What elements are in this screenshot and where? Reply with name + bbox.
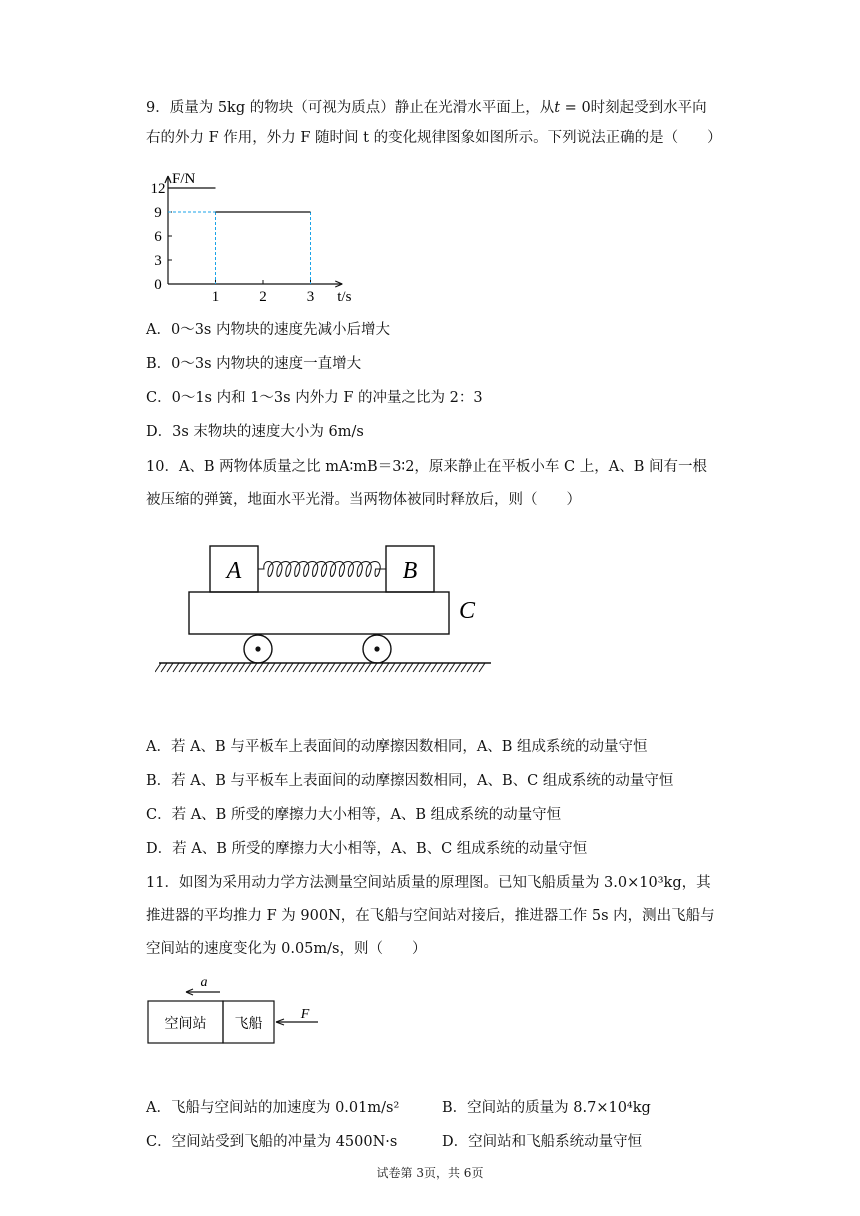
- hatch-line: [425, 663, 431, 672]
- page-footer: 试卷第 3页，共 6页: [376, 1166, 484, 1180]
- y-axis-label: F/N: [172, 171, 196, 187]
- q11-option-b[interactable]: B．空间站的质量为 8.7×10⁴kg: [442, 1100, 651, 1116]
- y-tick-label: 3: [154, 253, 162, 269]
- hatch-line: [155, 663, 161, 672]
- hatch-line: [299, 663, 305, 672]
- hatch-line: [263, 663, 269, 672]
- hatch-line: [371, 663, 377, 672]
- hatch-line: [215, 663, 221, 672]
- q10-option-d[interactable]: D．若 A、B 所受的摩擦力大小相等，A、B、C 组成系统的动量守恒: [146, 841, 588, 857]
- q9-stem-line1: 9．质量为 5kg 的物块（可视为质点）静止在光滑水平面上，从t = 0时刻起受到水平向: [146, 100, 707, 116]
- hatch-line: [191, 663, 197, 672]
- block-b-label: B: [402, 558, 418, 584]
- hatch-line: [479, 663, 485, 672]
- hatch-line: [161, 663, 167, 672]
- hatch-line: [245, 663, 251, 672]
- spring-coil: [258, 562, 386, 577]
- hatch-line: [167, 663, 173, 672]
- q11-option-a[interactable]: A．飞船与空间站的加速度为 0.01m/s²: [146, 1100, 400, 1116]
- hatch-line: [437, 663, 443, 672]
- q10-option-a[interactable]: A．若 A、B 与平板车上表面间的动摩擦因数相同，A、B 组成系统的动量守恒: [146, 739, 648, 755]
- hatch-line: [311, 663, 317, 672]
- hatch-line: [233, 663, 239, 672]
- hatch-line: [401, 663, 407, 672]
- hatch-line: [293, 663, 299, 672]
- hatch-line: [257, 663, 263, 672]
- block-a-label: A: [226, 558, 242, 584]
- hatch-line: [305, 663, 311, 672]
- hatch-line: [467, 663, 473, 672]
- hatch-line: [449, 663, 455, 672]
- q10-stem-line2: 被压缩的弹簧，地面水平光滑。当两物体被同时释放后，则（ ）: [146, 492, 581, 508]
- x-axis-label: t/s: [337, 289, 352, 305]
- q11-stem-line1: 11．如图为采用动力学方法测量空间站质量的原理图。已知飞船质量为 3.0×10³kg，其: [146, 875, 711, 891]
- wheel-right: [363, 635, 391, 663]
- x-tick-label: 3: [306, 289, 315, 305]
- origin-label: 0: [154, 277, 162, 293]
- hatch-line: [275, 663, 281, 672]
- hatch-line: [353, 663, 359, 672]
- hatch-line: [377, 663, 383, 672]
- q9-option-a[interactable]: A．0～3s 内物块的速度先减小后增大: [146, 322, 390, 338]
- cart-spring-figure: [155, 540, 515, 690]
- hatch-line: [383, 663, 389, 672]
- q11-option-d[interactable]: D．空间站和飞船系统动量守恒: [442, 1134, 643, 1150]
- hatch-line: [461, 663, 467, 672]
- hatch-line: [185, 663, 191, 672]
- ground-hatching: [155, 663, 485, 672]
- q11-stem-line3: 空间站的速度变化为 0.05m/s，则（ ）: [146, 941, 427, 957]
- hatch-line: [347, 663, 353, 672]
- q10-option-b[interactable]: B．若 A、B 与平板车上表面间的动摩擦因数相同，A、B、C 组成系统的动量守恒: [146, 773, 674, 789]
- x-tick-label: 2: [259, 289, 267, 305]
- q11-option-c[interactable]: C．空间站受到飞船的冲量为 4500N·s: [146, 1134, 398, 1150]
- hatch-line: [443, 663, 449, 672]
- hatch-line: [389, 663, 395, 672]
- hatch-line: [227, 663, 233, 672]
- ship-label: 飞船: [234, 1017, 263, 1032]
- hatch-line: [173, 663, 179, 672]
- docking-figure: [140, 973, 340, 1045]
- hatch-line: [197, 663, 203, 672]
- x-tick-label: 1: [211, 289, 220, 305]
- spring: [258, 562, 386, 577]
- hatch-line: [281, 663, 287, 672]
- hatch-line: [221, 663, 227, 672]
- y-tick-label: 12: [150, 181, 166, 197]
- hatch-line: [413, 663, 419, 672]
- hatch-line: [419, 663, 425, 672]
- hatch-line: [431, 663, 437, 672]
- force-time-chart: [140, 160, 380, 310]
- hatch-line: [395, 663, 401, 672]
- hatch-line: [359, 663, 365, 672]
- q10-option-c[interactable]: C．若 A、B 所受的摩擦力大小相等，A、B 组成系统的动量守恒: [146, 807, 562, 823]
- hatch-line: [365, 663, 371, 672]
- q10-stem-line1: 10．A、B 两物体质量之比 mA∶mB＝3∶2，原来静止在平板小车 C 上，A、B 间有一根: [146, 459, 707, 475]
- hatch-line: [209, 663, 215, 672]
- hatch-line: [323, 663, 329, 672]
- y-tick-label: 9: [154, 205, 162, 221]
- hatch-line: [329, 663, 335, 672]
- wheel-left: [244, 635, 272, 663]
- cart-c-label: C: [458, 598, 476, 624]
- hatch-line: [179, 663, 185, 672]
- q11-stem-line2: 推进器的平均推力 F 为 900N，在飞船与空间站对接后，推进器工作 5s 内，测出飞船与: [146, 908, 715, 924]
- force-label: F: [300, 1007, 310, 1022]
- q9-stem-line2: 右的外力 F 作用，外力 F 随时间 t 的变化规律图象如图所示。下列说法正确的是（ ）: [146, 130, 722, 146]
- hatch-line: [287, 663, 293, 672]
- q9-option-b[interactable]: B．0～3s 内物块的速度一直增大: [146, 356, 362, 372]
- hatch-line: [473, 663, 479, 672]
- hatch-line: [335, 663, 341, 672]
- hatch-line: [269, 663, 275, 672]
- hatch-line: [239, 663, 245, 672]
- acceleration-label: a: [200, 975, 208, 990]
- y-tick-label: 6: [154, 229, 162, 245]
- hatch-line: [407, 663, 413, 672]
- hatch-line: [341, 663, 347, 672]
- cart-c: [189, 592, 449, 634]
- hatch-line: [317, 663, 323, 672]
- station-label: 空间站: [164, 1017, 207, 1032]
- hatch-line: [203, 663, 209, 672]
- q9-option-d[interactable]: D．3s 末物块的速度大小为 6m/s: [146, 424, 364, 440]
- hatch-line: [455, 663, 461, 672]
- hatch-line: [251, 663, 257, 672]
- q9-option-c[interactable]: C．0～1s 内和 1～3s 内外力 F 的冲量之比为 2：3: [146, 390, 483, 406]
